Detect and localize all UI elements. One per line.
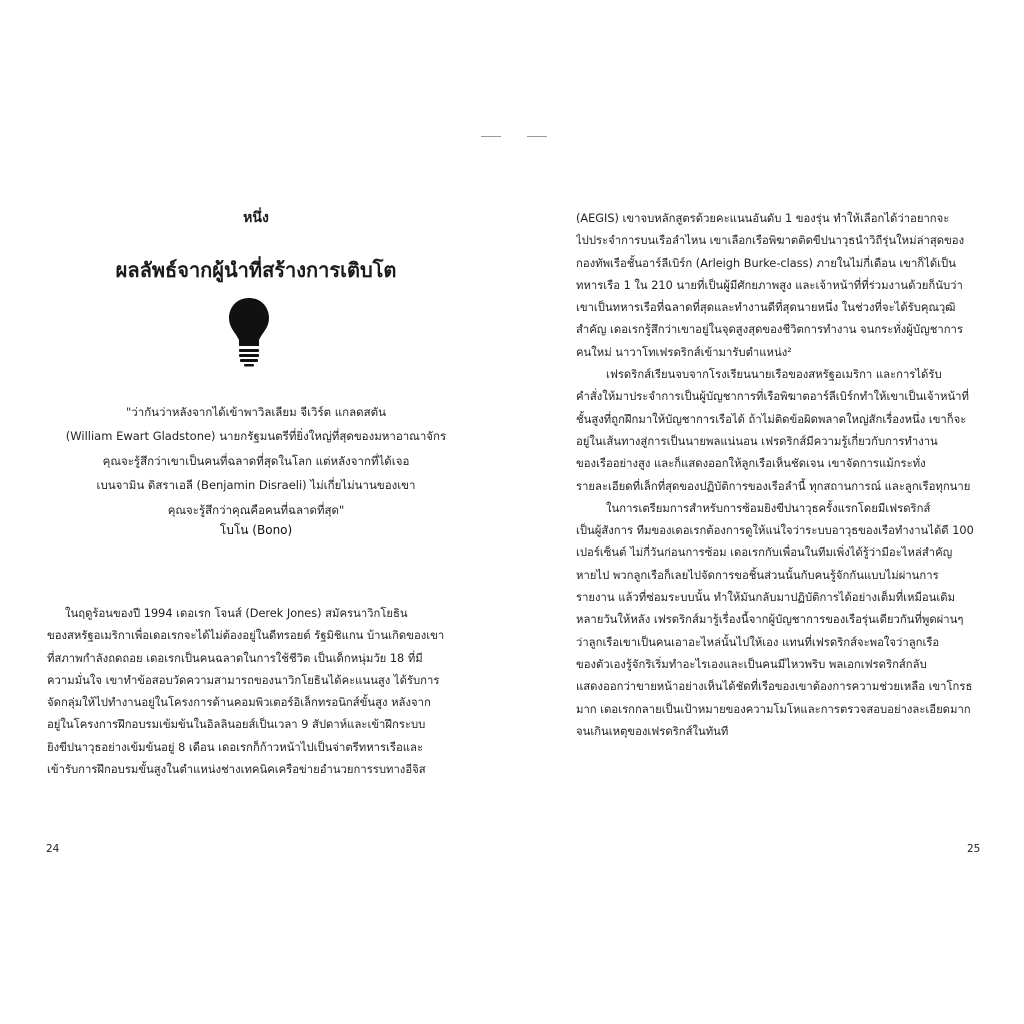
text-line: ทหารเรือ 1 ใน 210 นายที่เป็นผู้มีศักยภาพสูง และเจ้าหน้าที่ที่ร่วมงานด้วยก็นับว่า bbox=[576, 278, 963, 292]
text-line: หลายวันให้หลัง เฟรดริกส์มารู้เรื่องนี้จากผู้บัญชาการของเรือรุ่นเดียวกันที่พูดผ่านๆ bbox=[576, 613, 964, 627]
right-page bbox=[512, 0, 1024, 1024]
text-line: เป็นผู้สังการ ทีมของเดอเรกต้องการดูให้แน่ใจว่าระบบอาวุธของเรือทำงานได้ดี 100 bbox=[576, 524, 974, 538]
text-line: แสดงออกว่าขายหน้าอย่างเห็นได้ชัดที่เรือของเขาต้องการความช่วยเหลือ เขาโกรธ bbox=[576, 680, 973, 694]
quote-line: "ว่ากันว่าหลังจากได้เข้าพาวิลเลียม จีเวิร์ต แกลดสตัน bbox=[125, 405, 386, 419]
lightbulb-icon bbox=[226, 296, 272, 368]
epigraph-quote bbox=[40, 400, 472, 522]
text-line: ในฤดูร้อนของปี 1994 เดอเรก โจนส์ (Derek Jones) สมัครนาวิกโยธิน bbox=[65, 607, 408, 620]
quote-attribution: โบโน (Bono) bbox=[219, 523, 293, 537]
text-line: อยู่ในเส้นทางสู่การเป็นนายพลแน่นอน เฟรดริกส์มีความรู้เกี่ยวกับการทำงาน bbox=[576, 434, 938, 448]
text-line: ชั้นสูงที่ถูกฝึกมาให้บัญชาการเรือได้ ถ้าไม่ติดข้อผิดพลาดใหญ่สักเรื่องหนึ่ง เขาก็จะ bbox=[576, 412, 967, 426]
text-line: ว่าลูกเรือเขาเป็นคนเอาอะไหล่นั้นไปให้เอง แทนที่เฟรดริกส์จะพอใจว่าลูกเรือ bbox=[576, 635, 940, 649]
body-text-right bbox=[576, 208, 982, 743]
text-line: ที่สภาพกำลังถดถอย เดอเรกเป็นคนฉลาดในการใช้ชีวิต เป็นเด็กหนุ่มวัย 18 ที่มี bbox=[47, 651, 423, 665]
text-line: เข้ารับการฝึกอบรมขั้นสูงในตำแหน่งช่างเทคนิคเครือข่ายอำนวยการรบทางอีจิส bbox=[47, 763, 426, 777]
text-line: ไปประจำการบนเรือลำไหน เขาเลือกเรือพิฆาตติดขีปนาวุธนำวิถีรุ่นใหม่ล่าสุดของ bbox=[576, 234, 965, 248]
text-line: เขาเป็นทหารเรือที่ฉลาดที่สุดและทำงานดีที่สุดนายหนึ่ง ในช่วงที่จะได้รับคุณวุฒิ bbox=[576, 301, 956, 315]
body-text-left bbox=[47, 603, 453, 781]
text-line: เปอร์เซ็นต์ ไม่กี่วันก่อนการซ้อม เดอเรกกับเพื่อนในทีมเพิ่งได้รู้ว่ามีอะไหล่สำคัญ bbox=[576, 546, 953, 560]
page-number: 25 bbox=[967, 843, 981, 855]
text-line: รายละเอียดที่เล็กที่สุดของปฏิบัติการของเรือลำนี้ ทุกสถานการณ์ และลูกเรือทุกนาย bbox=[576, 479, 971, 493]
page-number: 24 bbox=[46, 843, 60, 855]
quote-line: (William Ewart Gladstone) นายกรัฐมนตรีที่ยิ่งใหญ่ที่สุดของมหาอาณาจักร bbox=[65, 429, 447, 444]
text-line: ยิงขีปนาวุธอย่างเข้มข้นอยู่ 8 เดือน เดอเรกก็ก้าวหน้าไปเป็นจ่าตรีทหารเรือและ bbox=[47, 740, 424, 754]
text-line: หายไป พวกลูกเรือก็เลยไปจัดการขอชิ้นส่วนนั้นกับคนรู้จักกันแบบไม่ผ่านการ bbox=[576, 568, 939, 582]
text-line: ของตัวเองรู้จักริเริ่มทำอะไรเองและเป็นคนมีไหวพริบ พลเอกเฟรดริกส์กลับ bbox=[576, 657, 927, 671]
text-line: ในการเตรียมการสำหรับการซ้อมยิงขีปนาวุธครั้งแรกโดยมีเฟรดริกส์ bbox=[606, 501, 931, 515]
text-line: ของสหรัฐอเมริกาเพื่อเดอเรกจะได้ไม่ต้องอยู่ในดีทรอยต์ รัฐมิชิแกน บ้านเกิดของเขา bbox=[47, 629, 445, 643]
text-line: รายงาน แล้วที่ซ่อมระบบนั้น ทำให้มันกลับมาปฏิบัติการได้อย่างเต็มที่เหมือนเดิม bbox=[576, 591, 956, 605]
quote-line: คุณจะรู้สึกว่าคุณคือคนที่ฉลาดที่สุด" bbox=[167, 502, 345, 517]
text-line: สำคัญ เดอเรกรู้สึกว่าเขาอยู่ในจุดสูงสุดของชีวิตการทำงาน จนกระทั่งผู้บัญชาการ bbox=[576, 323, 963, 337]
text-line: ความมั่นใจ เขาทำข้อสอบวัดความสามารถของนาวิกโยธินได้คะแนนสูง ได้รับการ bbox=[47, 673, 440, 687]
text-line: (AEGIS) เขาจบหลักสูตรด้วยคะแนนอันดับ 1 ของรุ่น ทำให้เลือกได้ว่าอยากจะ bbox=[576, 212, 950, 225]
text-line: มาก เดอเรกกลายเป็นเป้าหมายของความโมโหและการตรวจสอบอย่างละเอียดมาก bbox=[576, 702, 971, 716]
text-line: อยู่ในโครงการฝึกอบรมเข้มข้นในอิลลินอยส์เป็นเวลา 9 สัปดาห์และเข้าฝึกระบบ bbox=[47, 718, 426, 732]
text-line: คำสั่งให้มาประจำการเป็นผู้บัญชาการที่เรือพิฆาตอาร์ลีเบิร์กทำให้เขาเป็นเจ้าหน้าที่ bbox=[576, 390, 969, 404]
chapter-number: หนึ่ง bbox=[243, 210, 269, 226]
quote-line: คุณจะรู้สึกว่าเขาเป็นคนที่ฉลาดที่สุดในโลก แต่หลังจากที่ได้เจอ bbox=[102, 453, 410, 468]
text-line: จัดกลุ่มให้ไปทำงานอยู่ในโครงการด้านคอมพิวเตอร์อิเล็กทรอนิกส์ขั้นสูง หลังจาก bbox=[47, 696, 431, 710]
chapter-title: ผลลัพธ์จากผู้นำที่สร้างการเติบโต bbox=[115, 258, 397, 282]
quote-line: เบนจามิน ดิสราเอลี (Benjamin Disraeli) ไม่เกี่ยไม่นานของเขา bbox=[96, 478, 416, 493]
text-line: กองทัพเรือชั้นอาร์ลีเบิร์ก (Arleigh Burke-class) ภายในไม่กี่เดือน เขาก็ได้เป็น bbox=[576, 256, 956, 270]
text-line: คนใหม่ นาวาโทเฟรดริกส์เข้ามารับตำแหน่ง² bbox=[576, 345, 792, 359]
text-line: ของเรืออย่างสูง และก็แสดงออกให้ลูกเรือเห็นชัดเจน เขาจัดการแม้กระทั่ง bbox=[576, 457, 926, 471]
text-line: เฟรดริกส์เรียนจบจากโรงเรียนนายเรือของสหรัฐอเมริกา และการได้รับ bbox=[606, 368, 942, 382]
text-line: จนเกินเหตุของเฟรดริกส์ในทันที bbox=[576, 724, 729, 738]
